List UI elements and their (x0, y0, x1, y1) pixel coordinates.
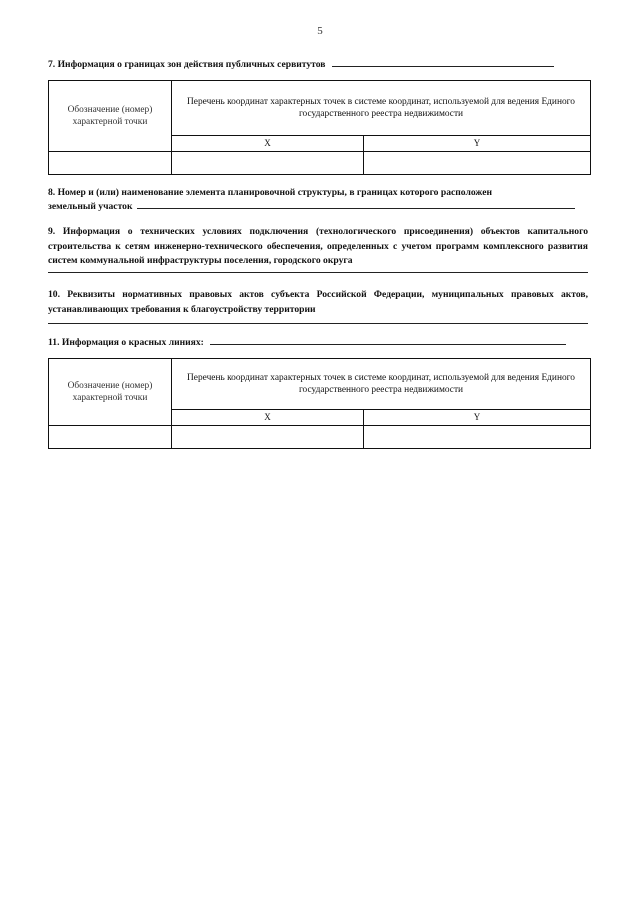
table7-point-header: Обозначение (номер) характерной точки (49, 81, 172, 152)
section-8-continuation-line (48, 200, 575, 214)
table7-x-header: X (172, 136, 364, 152)
section-10-fill-line (48, 323, 588, 324)
section-9-fill-line (48, 272, 588, 273)
section-10-text: 10. Реквизиты нормативных правовых актов субъекта Российской Федерации, муниципальных правовых актов, устанавливающих требования к благоустройству территории (48, 289, 588, 315)
section-8-continuation: земельный участок (48, 201, 133, 212)
table7-y-header: Y (364, 136, 591, 152)
section-8-text: 8. Номер и (или) наименование элемента планировочной структуры, в границах которого расположен (48, 187, 493, 198)
section-7-heading (48, 58, 554, 72)
table7-empty-row (49, 152, 591, 175)
table11-point-header: Обозначение (номер) характерной точки (49, 359, 172, 426)
table7-cell-x (172, 152, 364, 175)
section-11-heading (48, 336, 566, 350)
section-7-coordinates-table (48, 80, 591, 175)
table11-x-header: X (172, 410, 364, 426)
table11-y-header: Y (364, 410, 591, 426)
table11-cell-point (49, 426, 172, 449)
section-7-fill-line (332, 58, 554, 67)
section-9-text: 9. Информация о технических условиях подключения (технологического присоединения) объектов капитального строительства к сетям инженерно-технического обеспечения, определенных с учетом программ комплексного развития систем коммунальной инфраструктуры поселения, городского округа (48, 226, 588, 266)
section-11-fill-line (210, 336, 566, 345)
section-11-coordinates-table (48, 358, 591, 449)
table11-empty-row (49, 426, 591, 449)
table11-cell-y (364, 426, 591, 449)
table7-cell-point (49, 152, 172, 175)
table11-cell-x (172, 426, 364, 449)
section-7-title: 7. Информация о границах зон действия публичных сервитутов (48, 59, 326, 70)
page-number: 5 (317, 25, 323, 37)
section-8-fill-line (137, 200, 575, 209)
table7-cell-y (364, 152, 591, 175)
table7-coords-header: Перечень координат характерных точек в системе координат, используемой для ведения Единого государственного реестра недвижимости (172, 81, 591, 136)
table11-coords-header: Перечень координат характерных точек в системе координат, используемой для ведения Единого государственного реестра недвижимости (172, 359, 591, 410)
section-11-title: 11. Информация о красных линиях: (48, 337, 204, 348)
